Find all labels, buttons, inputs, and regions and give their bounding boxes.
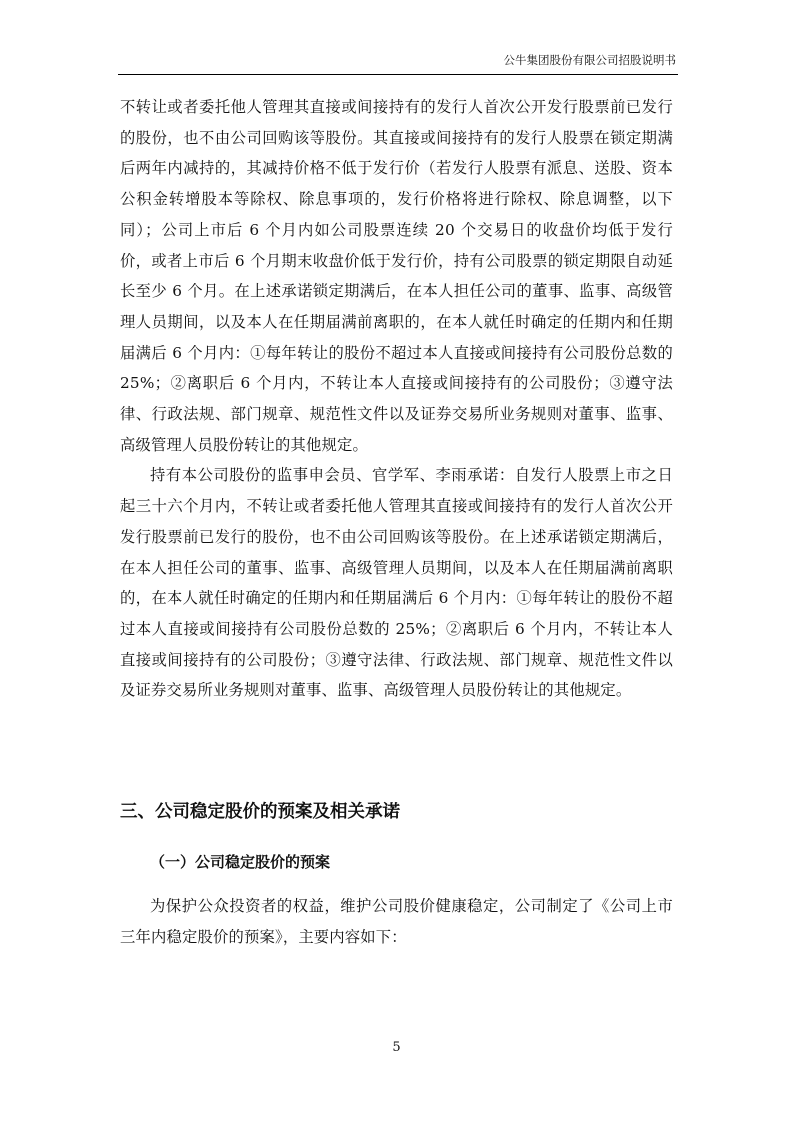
page-header: [118, 52, 678, 75]
sub-heading: （一）公司稳定股价的预案: [150, 853, 331, 871]
section-heading: 三、公司稳定股价的预案及相关承诺: [120, 802, 400, 822]
intro-paragraph: 为保护公众投资者的权益，维护公司股价健康稳定，公司制定了《公司上市三年内稳定股价的预案》，主要内容如下：: [120, 897, 673, 946]
section-intro: [120, 891, 673, 952]
document-title: 公牛集团股份有限公司招股说明书: [503, 53, 676, 67]
paragraph-supervisors-commitment: 持有本公司股份的监事申会员、官学军、李雨承诺：自发行人股票上市之日起三十六个月内，不转让或者委托他人管理其直接或间接持有的发行人首次公开发行股票前已发行的股份，也不由公司回购该等股份。在上述承诺锁定期满后，在本人担任公司的董事、监事、高级管理人员期间，以及本人在任期届满前离职的，在本人就任时确定的任期内和任期届满后 6 个月内：①每年转让的股份不超过本人直接或间接持有公司股份总数的 25%；②离职后 6 个月内，不转让本人直接或间接持有的公司股份；③遵守法律、行政法规、部门规章、规范性文件以及证券交易所业务规则对董事、监事、高级管理人员股份转让的其他规定。: [120, 466, 673, 700]
body-text: [120, 92, 673, 706]
paragraph-continuation: 不转让或者委托他人管理其直接或间接持有的发行人首次公开发行股票前已发行的股份，也不由公司回购该等股份。其直接或间接持有的发行人股票在锁定期满后两年内减持的，其减持价格不低于发行价（若发行人股票有派息、送股、资本公积金转增股本等除权、除息事项的，发行价格将进行除权、除息调整，以下同）；公司上市后 6 个月内如公司股票连续 20 个交易日的收盘价均低于发行价，或者上市后 6 个月期末收盘价低于发行价，持有公司股票的锁定期限自动延长至少 6 个月。在上述承诺锁定期满后，在本人担任公司的董事、监事、高级管理人员期间，以及本人在任期届满前离职的，在本人就任时确定的任期内和任期届满后 6 个月内：①每年转让的股份不超过本人直接或间接持有公司股份总数的 25%；②离职后 6 个月内，不转让本人直接或间接持有的公司股份；③遵守法律、行政法规、部门规章、规范性文件以及证券交易所业务规则对董事、监事、高级管理人员股份转让的其他规定。: [120, 98, 673, 454]
page-number: 5: [392, 1040, 401, 1055]
